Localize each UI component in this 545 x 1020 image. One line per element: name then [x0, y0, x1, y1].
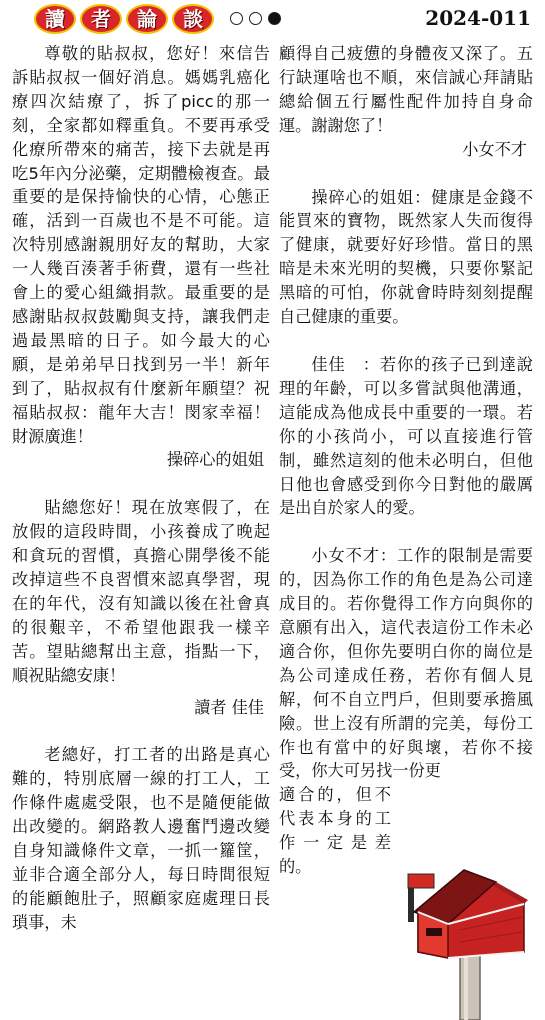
dot-icon — [249, 12, 262, 25]
dot-filled-icon — [268, 12, 281, 25]
column-title — [34, 4, 214, 34]
reply-3-end: 適合的，但不代表本身的工作一定是差的。 — [279, 785, 391, 877]
title-char-3: 論 — [126, 4, 168, 34]
letter-2: 貼總您好！現在放寒假了，在放假的這段時間，小孩養成了晚起和貪玩的習慣，真擔心開學後不能改掉這些不良習慣來認真學習，現在的年代，沒有知識以後在社會真的很艱辛，不希望他跟我一樣辛苦。望貼總幫出主意，指點一下，順祝貼總安康！ — [12, 498, 270, 685]
decorative-dots — [230, 12, 281, 25]
signature-2: 讀者 佳佳 — [194, 697, 264, 717]
letter-3-continued: 顧得自己疲憊的身體夜又深了。五行缺運啥也不順，來信誠心拜請貼總給個五行屬性配件加持自身命運。謝謝您了！ — [279, 44, 533, 135]
letter-3: 老總好，打工者的出路是真心難的，特別底層一線的打工人，工作條件處處受限，也不是隨便能做出改變的。網路教人邊奮鬥邊改變自身知識條件文章，一抓一籮筐，並非合適全部分人，每日時間很短的能顧飽肚子，照顧家庭處理日長瑣事，未 — [12, 745, 270, 932]
issue-number: 2024-011 — [425, 6, 531, 30]
reply-2: 佳佳 ：若你的孩子已到達說理的年齡，可以多嘗試與他溝通，這能成為他成長中重要的一環。若你的小孩尚小，可以直接進行管制，雖然這刻的他未必明白，但他日他也會感受到你今日對他的嚴厲是出自於家人的愛。 — [279, 354, 533, 518]
left-column — [12, 42, 270, 935]
title-char-2: 者 — [80, 4, 122, 34]
right-column — [279, 42, 533, 879]
signature-1: 操碎心的姐姐 — [166, 450, 264, 470]
reply-3: 小女不才：工作的限制是需要的，因為你工作的角色是為公司達成目的。若你覺得工作方向與你的意願有出入，這代表這份工作未必適合你，但你先要明白你的崗位是為公司達成任務，若你有個人見解，何不自立門戶，但則要承擔風險。世上沒有所謂的完美，每份工作也有當中的好與壞，若你不接受，你大可另找一份更 — [279, 546, 533, 781]
dot-icon — [230, 12, 243, 25]
signature-3: 小女不才 — [462, 139, 527, 159]
reply-1: 操碎心的姐姐：健康是金錢不能買來的寶物，既然家人失而復得了健康，就要好好珍惜。當日的黑暗是未來光明的契機，只要你緊記黑暗的可怕，你就會時時刻刻提醒自己健康的重要。 — [279, 187, 533, 327]
mailbox-icon — [404, 862, 534, 1020]
letter-1: 尊敬的貼叔叔，您好！來信告訴貼叔叔一個好消息。媽媽乳癌化療四次結療了，拆了picc的那一刻，全家都如釋重負。不要再承受化療所帶來的痛苦，接下去就是再吃5年內分泌藥，定期體檢複查。最重要的是保持愉快的心情，心態正確，活到一百歲也不是不可能。這次特別感謝親朋好友的幫助，大家一人幾百湊著手術費，還有一些社會上的愛心組織捐款。最重要的是感謝貼叔叔鼓勵與支持，讓我們走過最黑暗的日子。如今最大的心願，是弟弟早日找到另一半！新年到了，貼叔叔有什麼新年願望？祝福貼叔叔：龍年大吉！閔家幸福！財源廣進！ — [12, 44, 270, 446]
title-char-1: 讀 — [34, 4, 76, 34]
title-char-4: 談 — [172, 4, 214, 34]
page-header — [0, 0, 545, 38]
